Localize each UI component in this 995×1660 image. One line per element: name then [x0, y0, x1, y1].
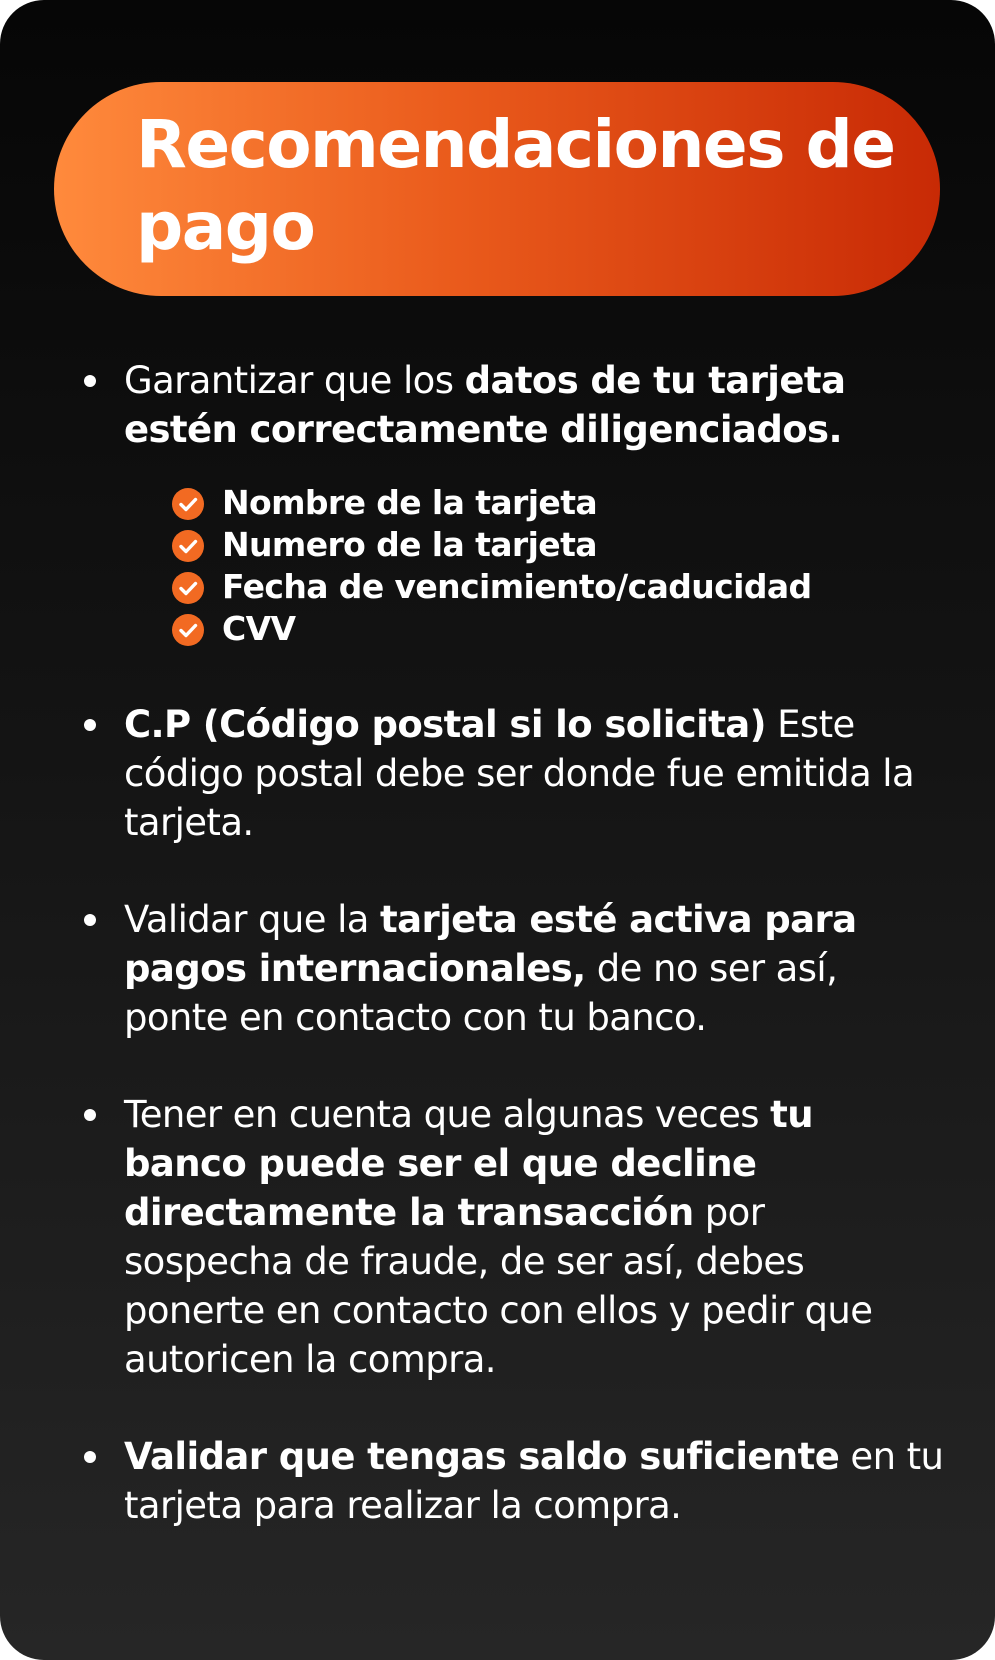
checklist-item-label: Nombre de la tarjeta	[222, 483, 598, 522]
checklist-item	[172, 524, 952, 566]
checklist-item-label: CVV	[222, 609, 296, 648]
bullet-icon	[84, 914, 96, 926]
check-circle-icon	[172, 614, 204, 646]
bullet-icon	[84, 1451, 96, 1463]
checklist-item-label: Fecha de vencimiento/caducidad	[222, 567, 812, 606]
recommendation-highlight: tarjeta esté activa para pagos internacionales,	[124, 898, 857, 990]
recommendation-highlight: tu banco puede ser el que decline directamente la transacción	[124, 1093, 813, 1234]
recommendation-highlight: C.P (Código postal si lo solicita)	[124, 703, 766, 746]
check-circle-icon	[172, 488, 204, 520]
recommendation-item	[124, 356, 944, 454]
recommendation-highlight: Validar que tengas saldo suficiente	[124, 1435, 840, 1478]
recommendation-text: en tu tarjeta para realizar la compra.	[124, 1435, 944, 1527]
checklist-item	[172, 566, 952, 608]
recommendation-text: por sospecha de fraude, de ser así, debes ponerte en contacto con ellos y pedir que autoricen la compra.	[124, 1191, 873, 1381]
bullet-icon	[84, 719, 96, 731]
recommendation-item	[124, 895, 944, 1042]
recommendation-text: Garantizar que los	[124, 359, 465, 402]
recommendation-highlight: datos de tu tarjeta estén correctamente diligenciados.	[124, 359, 846, 451]
check-circle-icon	[172, 530, 204, 562]
recommendation-text: Este código postal debe ser donde fue emitida la tarjeta.	[124, 703, 915, 844]
checklist-item-label: Numero de la tarjeta	[222, 525, 597, 564]
recommendation-item	[124, 700, 944, 847]
recommendation-item	[124, 1432, 944, 1530]
checklist-item	[172, 608, 952, 650]
bullet-icon	[84, 1109, 96, 1121]
page-title: Recomendaciones de pago	[136, 106, 895, 265]
recommendation-text: Validar que la	[124, 898, 380, 941]
checklist-item	[172, 482, 952, 524]
check-circle-icon	[172, 572, 204, 604]
recommendation-text: Tener en cuenta que algunas veces	[124, 1093, 771, 1136]
recommendation-text: de no ser así, ponte en contacto con tu banco.	[124, 947, 838, 1039]
card-fields-checklist	[172, 482, 952, 650]
bullet-icon	[84, 375, 96, 387]
recommendation-item	[124, 1090, 944, 1384]
